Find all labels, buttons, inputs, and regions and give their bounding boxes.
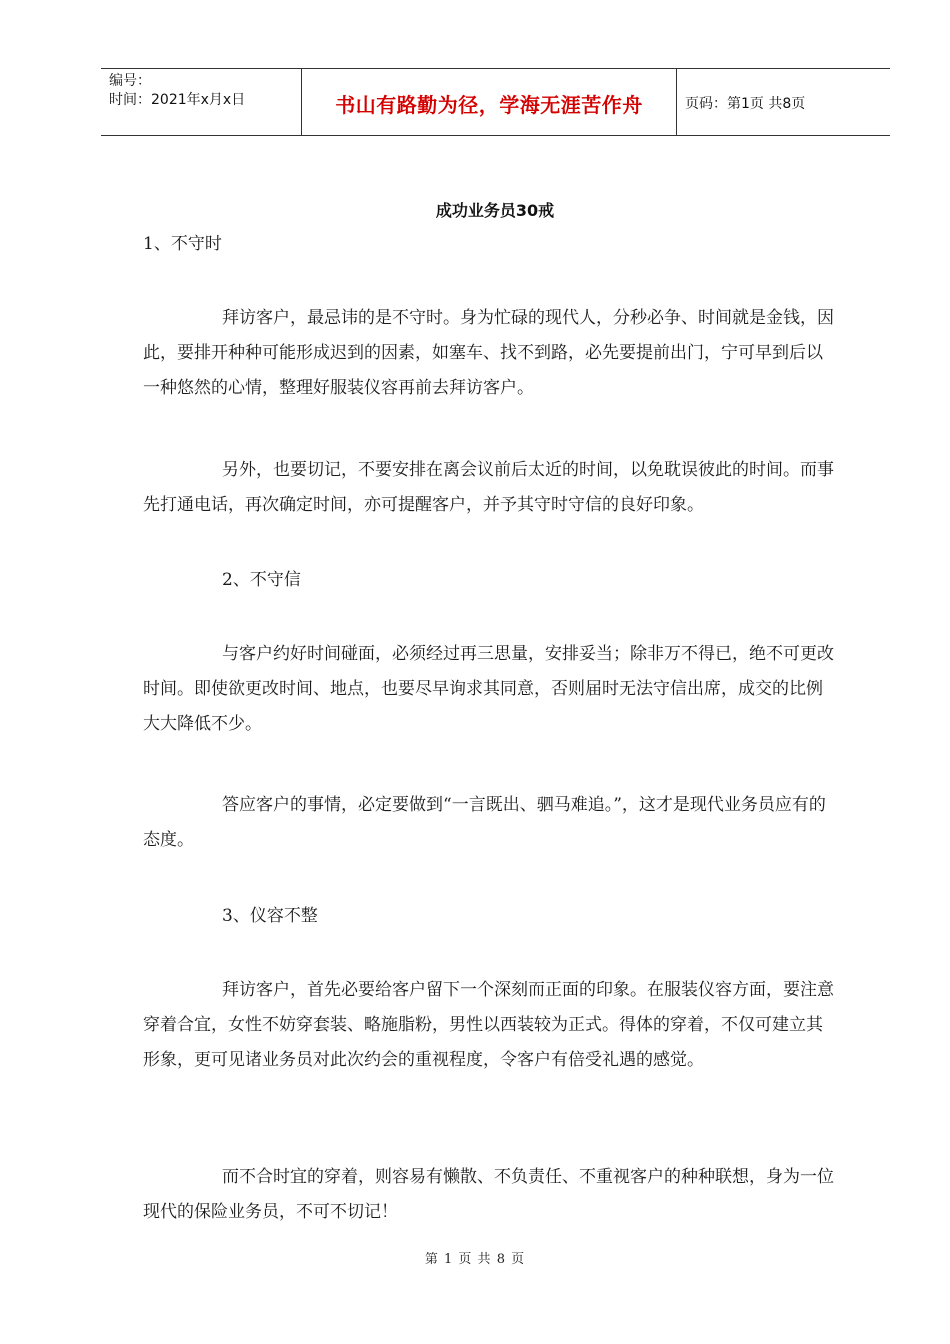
section-heading: 1、不守时	[143, 234, 222, 254]
section-paragraph	[143, 973, 838, 1078]
section-paragraph	[143, 1160, 838, 1230]
document-date-label: 时间：2021年x月x日	[109, 92, 246, 108]
page-footer: 第 1 页 共 8 页	[424, 1252, 526, 1267]
section-paragraph	[143, 301, 838, 406]
paragraph-text: 答应客户的事情，必定要做到“一言既出、驷马难追。”，这才是现代业务员应有的态度。	[143, 795, 826, 850]
header-divider	[676, 69, 677, 136]
document-title: 成功业务员30戒	[435, 201, 555, 220]
document-number-label: 编号：	[109, 73, 151, 89]
paragraph-text: 拜访客户，首先必要给客户留下一个深刻而正面的印象。在服装仪容方面，要注意穿着合宜，女性不妨穿套装、略施脂粉，男性以西装较为正式。得体的穿着，不仅可建立其形象，更可见诸业务员对此次约会的重视程度，令客户有倍受礼遇的感觉。	[143, 980, 834, 1070]
header-motto: 书山有路勤为径，学海无涯苦作舟	[335, 93, 643, 117]
section-paragraph	[143, 637, 838, 742]
header-page-code: 页码：第1页 共8页	[685, 96, 806, 112]
section-paragraph	[143, 453, 838, 523]
header-meta	[109, 72, 245, 110]
section-paragraph	[143, 788, 838, 858]
paragraph-text: 而不合时宜的穿着，则容易有懒散、不负责任、不重视客户的种种联想，身为一位现代的保险业务员，不可不切记！	[143, 1167, 834, 1222]
section-heading: 3、仪容不整	[222, 906, 318, 926]
section-heading: 2、不守信	[222, 570, 301, 590]
paragraph-text: 与客户约好时间碰面，必须经过再三思量，安排妥当；除非万不得已，绝不可更改时间。即使欲更改时间、地点，也要尽早询求其同意，否则届时无法守信出席，成交的比例大大降低不少。	[143, 644, 834, 734]
paragraph-text: 另外，也要切记，不要安排在离会议前后太近的时间，以免耽误彼此的时间。而事先打通电话，再次确定时间，亦可提醒客户，并予其守时守信的良好印象。	[143, 460, 834, 515]
page-header	[101, 68, 890, 136]
paragraph-text: 拜访客户，最忌讳的是不守时。身为忙碌的现代人，分秒必争、时间就是金钱，因此，要排开种种可能形成迟到的因素，如塞车、找不到路，必先要提前出门，宁可早到后以一种悠然的心情，整理好服装仪容再前去拜访客户。	[143, 308, 834, 398]
